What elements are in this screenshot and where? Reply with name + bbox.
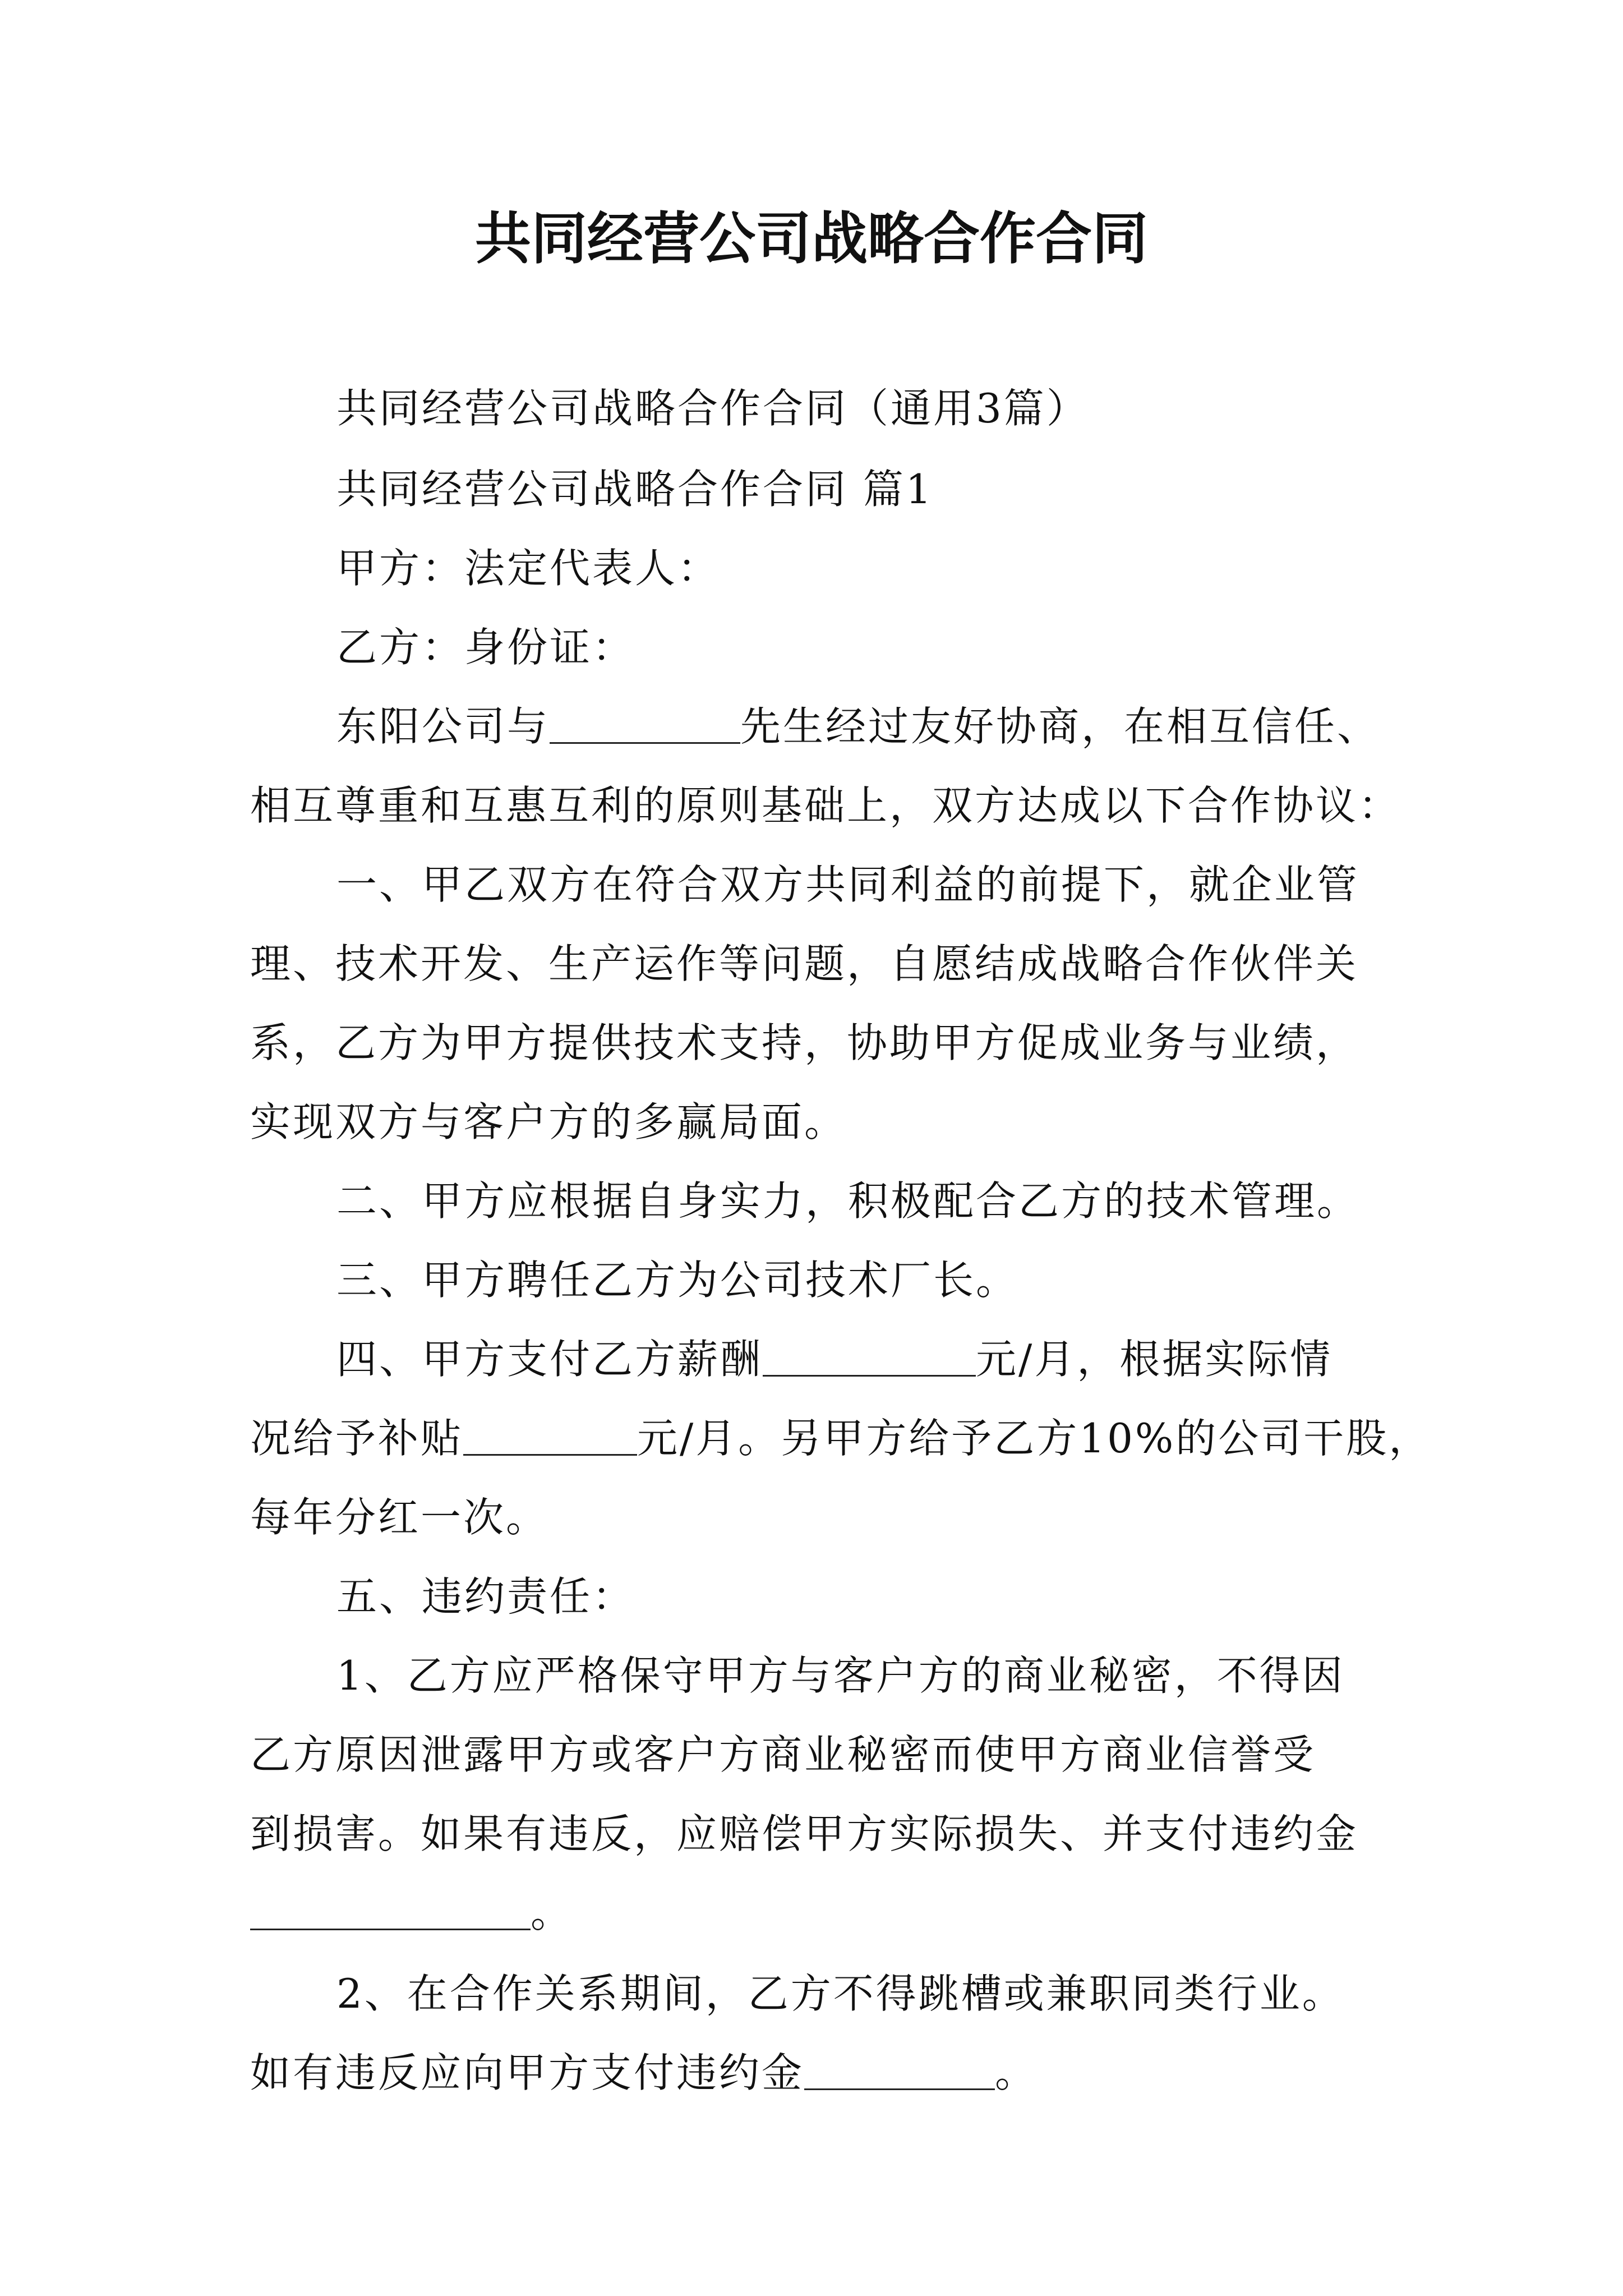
text-segment: 先生经过友好协商，在相互信任、 (740, 703, 1380, 750)
document-title: 共同经营公司战略合作合同 (475, 205, 1148, 272)
paragraph-line: 二、甲方应根据自身实力，积极配合乙方的技术管理。 (336, 1177, 1360, 1225)
paragraph-line (250, 1885, 1433, 1941)
paragraph-line: 2、在合作关系期间，乙方不得跳槽或兼职同类行业。 (336, 1970, 1345, 2017)
paragraph-line: 一、甲乙双方在符合双方共同利益的前提下，就企业管 (336, 861, 1360, 908)
fill-in-blank[interactable] (550, 702, 740, 744)
text-segment: 东阳公司与 (336, 703, 550, 750)
text-segment: 四、甲方支付乙方薪酬 (336, 1336, 763, 1383)
text-segment: 如有违反应向甲方支付违约金 (250, 2049, 805, 2096)
paragraph-line: 五、违约责任： (336, 1573, 635, 1620)
paragraph-line (250, 2045, 1433, 2101)
section-heading: 共同经营公司战略合作合同 篇1 (336, 466, 934, 513)
fill-in-blank[interactable] (463, 1414, 637, 1456)
text-segment: 。 (995, 2049, 1038, 2096)
paragraph-line: 乙方原因泄露甲方或客户方商业秘密而使甲方商业信誉受 (250, 1731, 1316, 1778)
subtitle-line: 共同经营公司战略合作合同（通用3篇） (336, 385, 1089, 432)
text-segment: 元/月，根据实际情 (976, 1336, 1333, 1383)
paragraph-line: 系，乙方为甲方提供技术支持，协助甲方促成业务与业绩， (250, 1019, 1359, 1066)
paragraph-line (336, 698, 1436, 754)
paragraph-line (250, 1410, 1433, 1466)
paragraph-line: 1、乙方应严格保守甲方与客户方的商业秘密，不得因 (336, 1652, 1345, 1699)
text-segment: 。 (531, 1889, 574, 1936)
fill-in-blank[interactable] (763, 1335, 976, 1377)
text-segment: 元/月。另甲方给予乙方10%的公司干股， (637, 1415, 1432, 1462)
party-a-line: 甲方：法定代表人： (336, 545, 721, 592)
paragraph-line: 到损害。如果有违反，应赔偿甲方实际损失、并支付违约金 (250, 1810, 1359, 1857)
paragraph-line: 理、技术开发、生产运作等问题，自愿结成战略合作伙伴关 (250, 940, 1359, 987)
fill-in-blank[interactable] (250, 1888, 531, 1930)
paragraph-line: 每年分红一次。 (250, 1494, 549, 1541)
paragraph-line: 相互尊重和互惠互利的原则基础上，双方达成以下合作协议： (250, 782, 1401, 829)
text-segment: 况给予补贴 (250, 1415, 464, 1462)
paragraph-line (336, 1331, 1436, 1387)
paragraph-line: 实现双方与客户方的多赢局面。 (250, 1098, 847, 1145)
paragraph-line: 三、甲方聘任乙方为公司技术厂长。 (336, 1257, 1019, 1304)
fill-in-blank[interactable] (804, 2048, 995, 2090)
party-b-line: 乙方：身份证： (336, 624, 635, 671)
